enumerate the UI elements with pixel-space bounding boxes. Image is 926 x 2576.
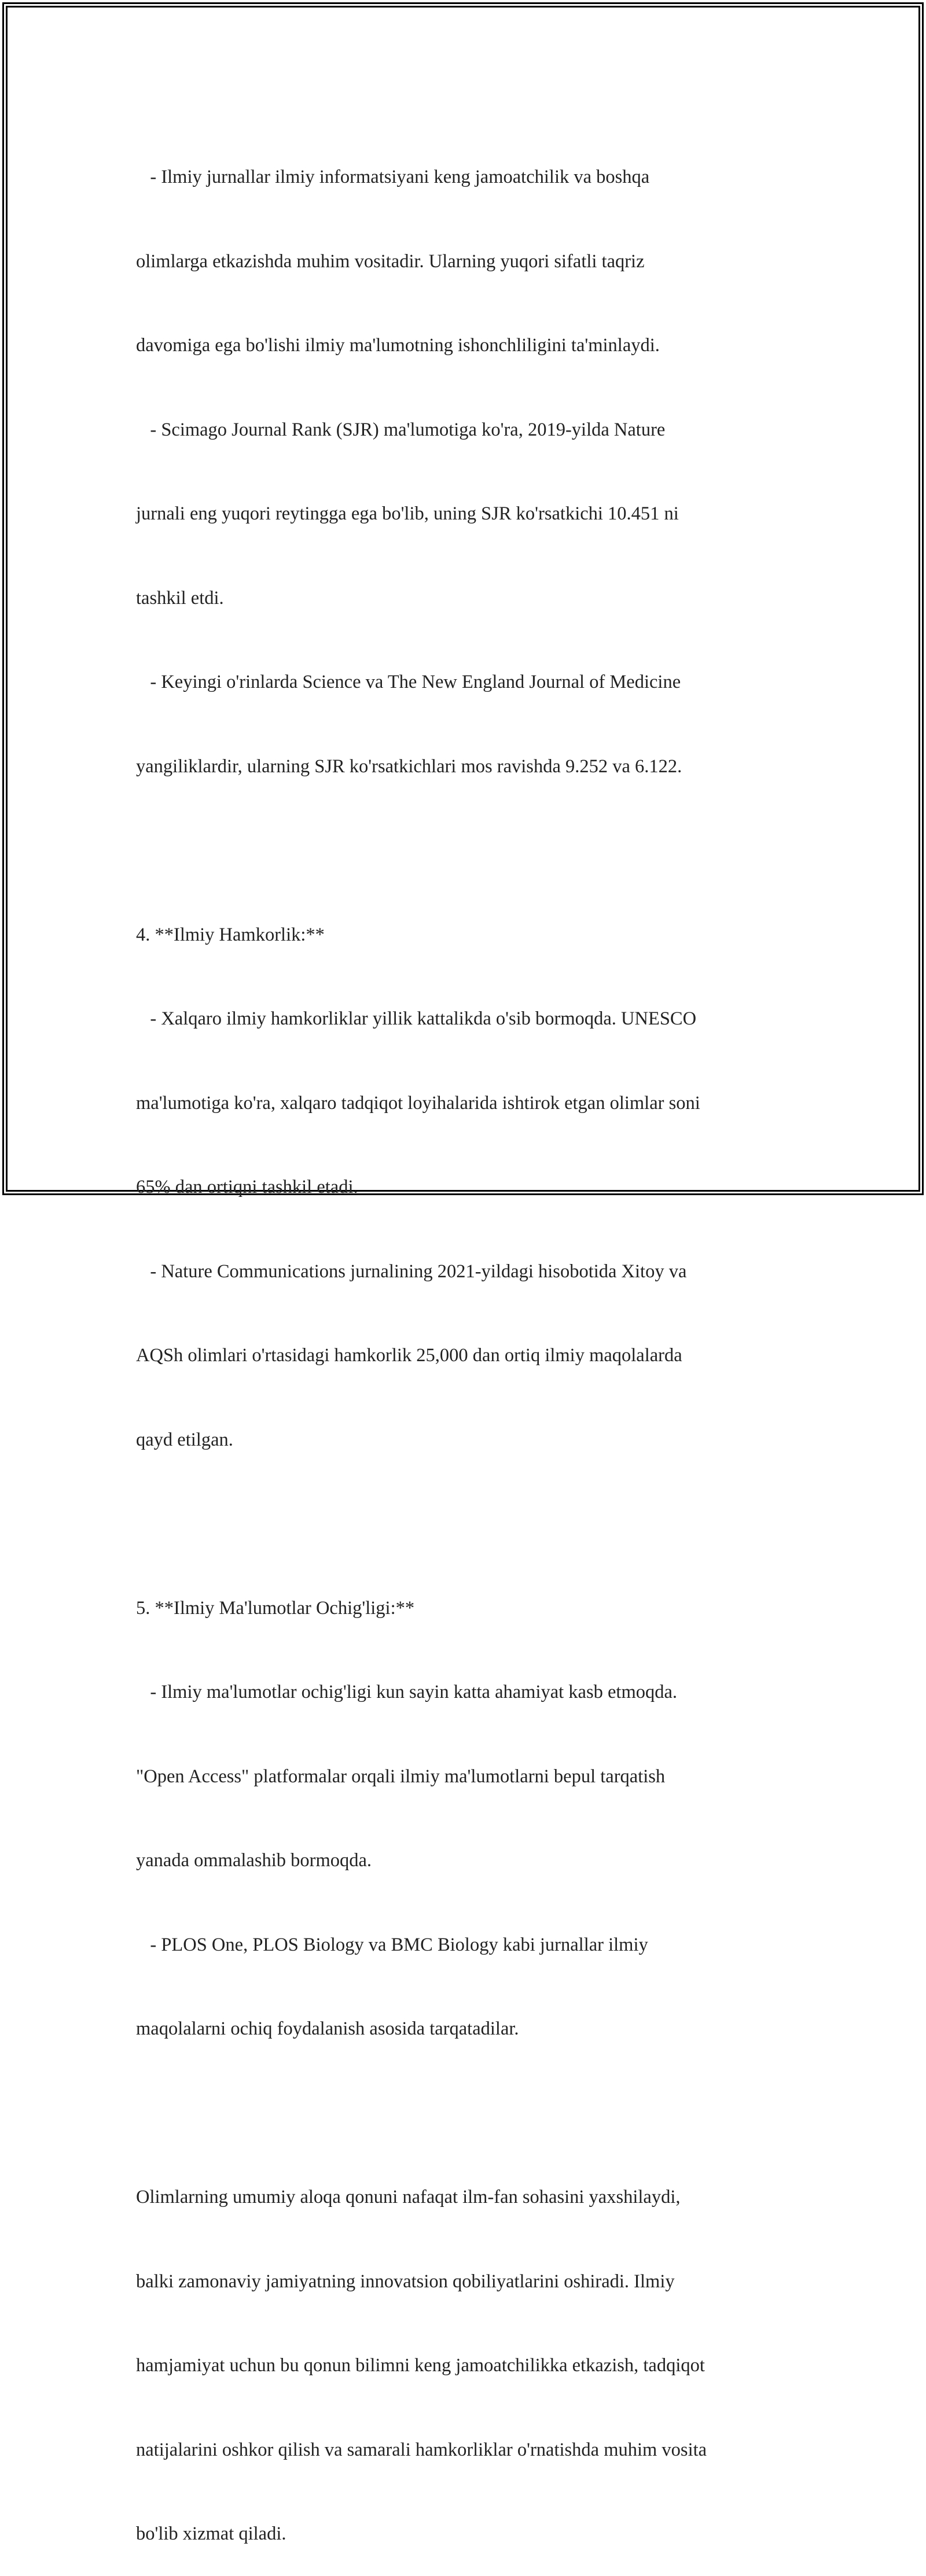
- conclusion-line: bo'lib xizmat qiladi.: [136, 2523, 286, 2544]
- text-line: maqolalarni ochiq foydalanish asosida tarqatadilar.: [136, 2018, 519, 2039]
- section-heading-4: 4. **Ilmiy Hamkorlik:**: [136, 924, 325, 945]
- text-line: yangiliklardir, ularning SJR ko'rsatkichlari mos ravishda 9.252 va 6.122.: [136, 756, 682, 777]
- text-line: ma'lumotiga ko'ra, xalqaro tadqiqot loyihalarida ishtirok etgan olimlar soni: [136, 1092, 700, 1114]
- section-heading-5: 5. **Ilmiy Ma'lumotlar Ochig'ligi:**: [136, 1597, 415, 1619]
- text-line: yanada ommalashib bormoqda.: [136, 1850, 372, 1871]
- text-line: "Open Access" platformalar orqali ilmiy ma'lumotlarni bepul tarqatish: [136, 1766, 666, 1787]
- text-line: qayd etilgan.: [136, 1429, 233, 1450]
- text-line: - PLOS One, PLOS Biology va BMC Biology kabi jurnallar ilmiy: [136, 1934, 648, 1955]
- blank-line: [136, 1510, 796, 1538]
- document-body: [136, 107, 796, 2576]
- text-line: jurnali eng yuqori reytingga ega bo'lib, uning SJR ko'rsatkichi 10.451 ni: [136, 503, 679, 524]
- blank-line: [136, 836, 796, 865]
- conclusion-line: Olimlarning umumiy aloqa qonuni nafaqat ilm-fan sohasini yaxshilaydi,: [136, 2187, 681, 2208]
- text-line: - Ilmiy ma'lumotlar ochig'ligi kun sayin katta ahamiyat kasb etmoqda.: [136, 1682, 678, 1702]
- text-line: - Ilmiy jurnallar ilmiy informatsiyani keng jamoatchilik va boshqa: [136, 167, 650, 187]
- text-line: - Nature Communications jurnalining 2021-yildagi hisobotida Xitoy va: [136, 1261, 687, 1282]
- text-line: - Xalqaro ilmiy hamkorliklar yillik kattalikda o'sib bormoqda. UNESCO: [136, 1008, 697, 1029]
- conclusion-line: balki zamonaviy jamiyatning innovatsion qobiliyatlarini oshiradi. Ilmiy: [136, 2271, 675, 2292]
- conclusion-line: hamjamiyat uchun bu qonun bilimni keng jamoatchilikka etkazish, tadqiqot: [136, 2355, 705, 2376]
- conclusion-line: natijalarini oshkor qilish va samarali hamkorliklar o'rnatishda muhim vosita: [136, 2439, 707, 2460]
- text-line: tashkil etdi.: [136, 587, 224, 609]
- text-line: - Scimago Journal Rank (SJR) ma'lumotiga ko'ra, 2019-yilda Nature: [136, 419, 666, 440]
- text-line: olimlarga etkazishda muhim vositadir. Ularning yuqori sifatli taqriz: [136, 250, 645, 272]
- text-line: AQSh olimlari o'rtasidagi hamkorlik 25,000 dan ortiq ilmiy maqolalarda: [136, 1345, 682, 1366]
- text-line: davomiga ega bo'lishi ilmiy ma'lumotning ishonchliligini ta'minlaydi.: [136, 335, 660, 356]
- blank-line: [136, 2099, 796, 2128]
- text-line: - Keyingi o'rinlarda Science va The New England Journal of Medicine: [136, 672, 681, 692]
- text-line: 65% dan ortiqni tashkil etadi.: [136, 1177, 358, 1197]
